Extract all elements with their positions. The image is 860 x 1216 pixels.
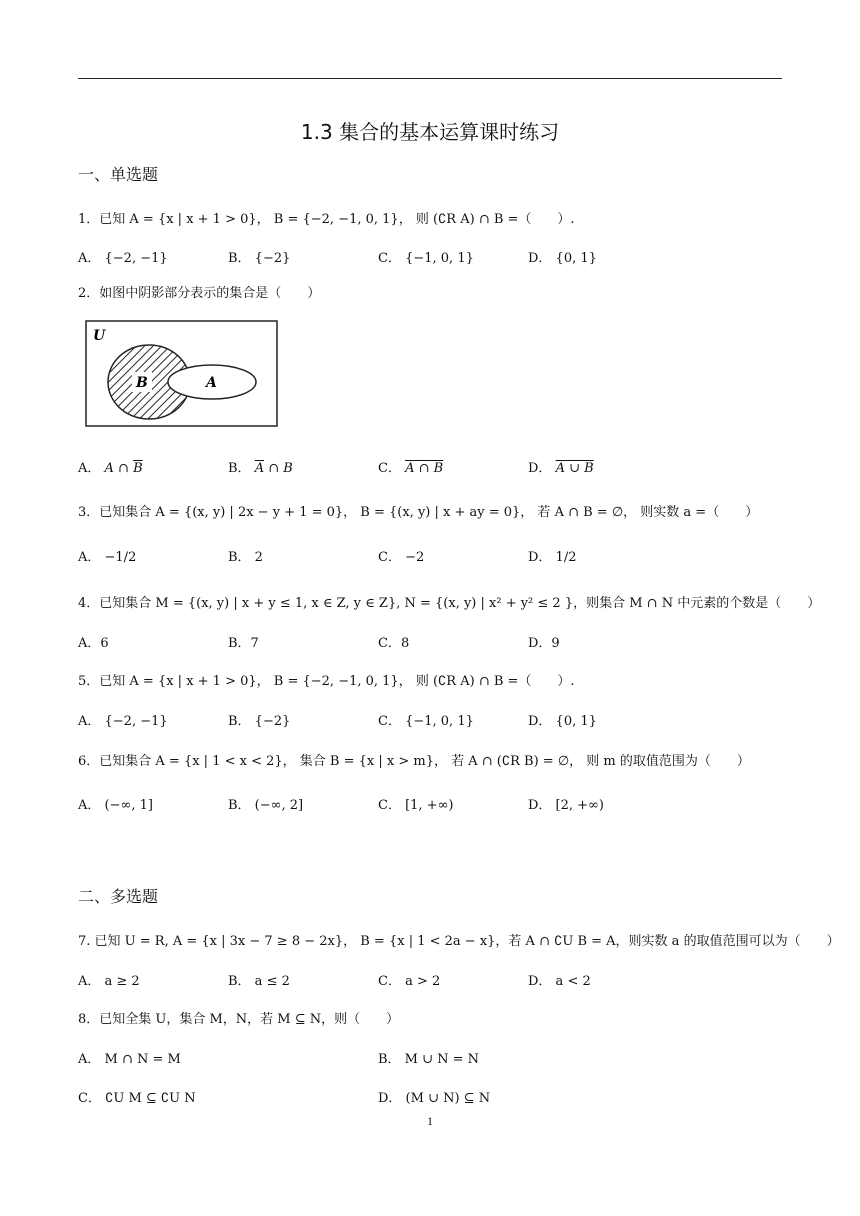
option-b: B． 2 <box>228 550 263 565</box>
option-b: B． M ∪ N = N <box>378 1052 480 1067</box>
option-c: C． a > 2 <box>378 974 441 989</box>
question-8-options-row2 <box>78 1087 778 1109</box>
question-4-options <box>78 632 778 654</box>
option-d: D． {0, 1} <box>528 714 597 729</box>
question-5-options <box>78 710 778 732</box>
option-d: D． (M ∪ N) ⊆ N <box>378 1091 491 1106</box>
question-7-options <box>78 970 778 992</box>
question-1-options <box>78 247 778 269</box>
label-b: B <box>136 375 148 391</box>
question-1: 1．已知 A = {x | x + 1 > 0}， B = {−2, −1, 0, 1}， 则 (∁R A) ∩ B =（ ）. <box>78 212 575 227</box>
option-c: C．8 <box>378 636 410 651</box>
option-c: C． ∁U M ⊆ ∁U N <box>78 1091 196 1106</box>
option-d: D． [2, +∞) <box>528 798 604 813</box>
venn-diagram <box>85 320 279 428</box>
question-2: 2．如图中阴影部分表示的集合是（ ） <box>78 286 321 301</box>
option-a: A． a ≥ 2 <box>78 974 140 989</box>
option-a: A． (−∞, 1] <box>78 798 153 813</box>
question-5: 5．已知 A = {x | x + 1 > 0}， B = {−2, −1, 0, 1}， 则 (∁R A) ∩ B =（ ）. <box>78 674 575 689</box>
option-a: A． {−2, −1} <box>78 251 168 266</box>
option-d: D．9 <box>528 636 560 651</box>
section-single-choice: 一、单选题 <box>78 165 159 184</box>
option-a: A． A ∩ $\overline{B}$ <box>78 461 143 476</box>
option-d: D． {0, 1} <box>528 251 597 266</box>
option-b: B． {−2} <box>228 251 291 266</box>
header-rule <box>78 78 782 79</box>
question-6: 6．已知集合 A = {x | 1 < x < 2}， 集合 B = {x | x > m}， 若 A ∩ (∁R B) = ∅， 则 m 的取值范围为（ ） <box>78 754 750 769</box>
option-a: A． M ∩ N = M <box>78 1052 181 1067</box>
option-d: D． 1/2 <box>528 550 577 565</box>
option-c: C． [1, +∞) <box>378 798 454 813</box>
option-c: C． A ∩ B <box>378 461 444 476</box>
option-b: B． a ≤ 2 <box>228 974 290 989</box>
option-a: A． −1/2 <box>78 550 137 565</box>
option-b: B． {−2} <box>228 714 291 729</box>
option-b: B． $\overline{A}$ ∩ B <box>228 461 293 476</box>
option-c: C． −2 <box>378 550 425 565</box>
option-a: A．6 <box>78 636 109 651</box>
question-4: 4．已知集合 M = {(x, y) | x + y ≤ 1, x ∈ Z, y ∈ Z}, N = {(x, y) | x² + y² ≤ 2 }，则集合 M ∩ N 中元素的个数是（ ） <box>78 596 821 611</box>
option-a: A． {−2, −1} <box>78 714 168 729</box>
question-6-options <box>78 794 778 816</box>
page-number: 1 <box>427 1114 433 1128</box>
option-c: C． {−1, 0, 1} <box>378 251 474 266</box>
question-8: 8．已知全集 U，集合 M，N，若 M ⊆ N，则（ ） <box>78 1012 400 1027</box>
question-7: 7. 已知 U = R, A = {x | 3x − 7 ≥ 8 − 2x}， B = {x | 1 < 2a − x}，若 A ∩ ∁U B = A，则实数 a 的取值范围可以为（ ） <box>78 934 840 949</box>
section-multiple-choice: 二、多选题 <box>78 887 159 906</box>
label-a: A <box>206 375 217 391</box>
option-d: D． A ∪ B <box>528 461 594 476</box>
question-3-options <box>78 546 778 568</box>
option-b: B．7 <box>228 636 259 651</box>
page-title: 1.3 集合的基本运算课时练习 <box>300 120 560 144</box>
question-8-options-row1 <box>78 1048 778 1070</box>
label-u: U <box>93 328 106 344</box>
option-d: D． a < 2 <box>528 974 591 989</box>
question-2-options <box>78 457 778 479</box>
option-c: C． {−1, 0, 1} <box>378 714 474 729</box>
question-3: 3．已知集合 A = {(x, y) | 2x − y + 1 = 0}， B = {(x, y) | x + ay = 0}， 若 A ∩ B = ∅， 则实数 a =（ ） <box>78 505 759 520</box>
option-b: B． (−∞, 2] <box>228 798 304 813</box>
